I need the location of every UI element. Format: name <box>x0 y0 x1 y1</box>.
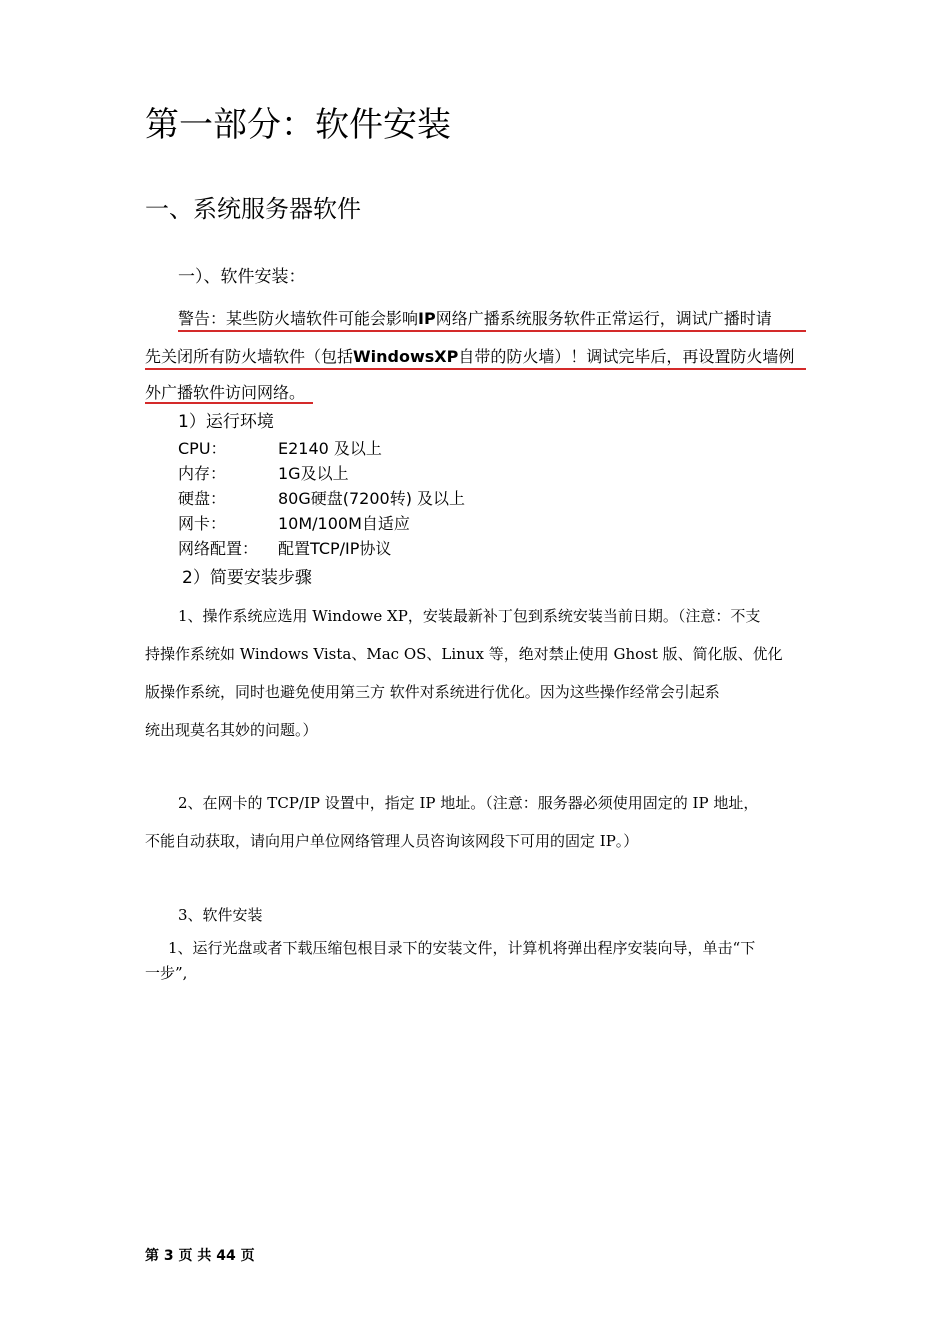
env-value: 配置TCP/IP协议 <box>278 539 392 558</box>
warning-underline-1 <box>178 330 806 332</box>
env-value: 1G及以上 <box>278 464 349 483</box>
env-key: 网卡： <box>178 514 227 533</box>
env-key: CPU： <box>178 439 227 458</box>
steps-heading: 2）简要安装步骤 <box>182 568 312 588</box>
env-key: 网络配置： <box>178 539 259 558</box>
warning-text: 警告：某些防火墙软件可能会影响 <box>178 309 419 328</box>
env-key: 内存： <box>178 464 227 483</box>
section-heading: 一、系统服务器软件 <box>145 195 361 223</box>
paragraph-line: 1、运行光盘或者下载压缩包根目录下的安装文件，计算机将弹出程序安装向导，单击“下 <box>168 939 756 957</box>
paragraph-line: 版操作系统，同时也避免使用第三方 软件对系统进行优化。因为这些操作经常会引起系 <box>145 683 720 701</box>
warning-underline-3 <box>145 402 313 404</box>
warning-text: 先关闭所有防火墙软件（包括 <box>145 347 354 366</box>
paragraph-line: 不能自动获取，请向用户单位网络管理人员咨询该网段下可用的固定 IP。） <box>145 832 639 850</box>
warning-text: 网络广播系统服务软件正常运行，调试广播时请 <box>435 309 772 328</box>
env-value: 10M/100M自适应 <box>278 514 410 533</box>
warning-line-3: 外广播软件访问网络。 <box>145 383 306 402</box>
paragraph-line: 1、操作系统应选用 Windowe XP，安装最新补丁包到系统安装当前日期。（注意：不支 <box>178 607 761 625</box>
env-key: 硬盘： <box>178 489 227 508</box>
paragraph-line: 统出现莫名其妙的问题。） <box>145 721 318 739</box>
warning-text: 自带的防火墙）！调试完毕后，再设置防火墙例 <box>458 347 795 366</box>
page-title: 第一部分：软件安装 <box>145 105 451 145</box>
paragraph-line: 2、在网卡的 TCP/IP 设置中，指定 IP 地址。（注意：服务器必须使用固定的 IP 地址， <box>178 794 759 812</box>
warning-bold-windowsxp: WindowsXP <box>353 347 459 366</box>
warning-underline-2 <box>145 368 806 370</box>
subsection-label: 3、软件安装 <box>178 906 263 924</box>
paragraph-line: 持操作系统如 Windows Vista、Mac OS、Linux 等，绝对禁止使用 Ghost 版、简化版、优化 <box>145 645 783 663</box>
env-value: E2140 及以上 <box>278 439 382 458</box>
subsection-heading: 一）、软件安装： <box>178 267 306 287</box>
warning-line-2 <box>145 345 794 369</box>
paragraph-line: 一步”, <box>145 964 188 982</box>
warning-bold-ip: IP <box>418 309 436 328</box>
env-value: 80G硬盘(7200转) 及以上 <box>278 489 466 508</box>
env-heading: 1）运行环境 <box>178 412 274 432</box>
warning-line-1 <box>178 307 772 331</box>
page-footer: 第 3 页 共 44 页 <box>145 1248 255 1264</box>
